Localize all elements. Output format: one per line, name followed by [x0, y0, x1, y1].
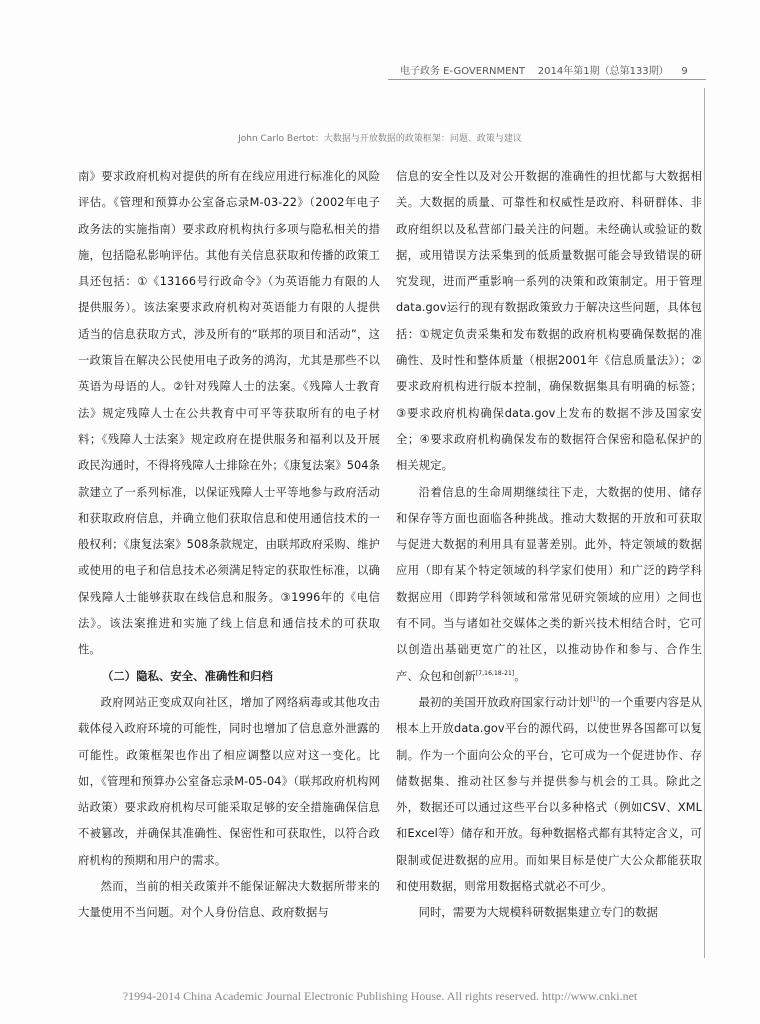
left-paragraph-1: 南》要求政府机构对提供的所有在线应用进行标准化的风险评估。《管理和预算办公室备忘录M-03-22》（2002年电子政务法的实施指南）要求政府机构执行多项与隐私相关的措施，包括隐私影响评估。其他有关信息获取和传播的政策工具还包括：①《13166号行政命令》（为英语能力有限的人提供服务）。该法案要求政府机构对英语能力有限的人提供适当的信息获取方式，涉及所有的“联邦的项目和活动”，这一政策旨在解决公民使用电子政务的鸿沟，尤其是那些不以英语为母语的人。②针对残障人士的法案。《残障人士教育法》规定残障人士在公共教育中可平等获取所有的电子材料；《残障人士法案》规定政府在提供服务和福利以及开展政民沟通时，不得将残障人士排除在外；《康复法案》504条款建立了一系列标准，以保证残障人士平等地参与政府活动和获取政府信息，并确立他们获取信息和使用通信技术的一般权利；《康复法案》508条款规定，由联邦政府采购、维护或使用的电子和信息技术必须满足特定的获取性标准，以确保残障人士能够获取在线信息和服务。③1996年的《电信法》。该法案推进和实施了线上信息和通信技术的可获取性。 — [78, 170, 380, 657]
margin-rule — [704, 88, 705, 958]
right-paragraph-3-start: 最初的美国开放政府国家行动计划 — [418, 695, 591, 709]
right-paragraph-2-end: 。 — [514, 669, 526, 683]
journal-name: 电子政务 E-GOVERNMENT — [400, 66, 526, 77]
left-paragraph-3: 然而，当前的相关政策并不能保证解决大数据所带来的大量使用不当问题。对个人身份信息、政府数据与 — [78, 880, 380, 920]
left-paragraph-2: 政府网站正变成双向社区，增加了网络病毒或其他攻击载体侵入政府环境的可能性，同时也增加了信息意外泄露的可能性。政策框架也作出了相应调整以应对这一变化。比如，《管理和预算办公室备忘录M-05-04》（联邦政府机构网站政策）要求政府机构尽可能采取足够的安全措施确保信息不被篡改，并确保其准确性、保密性和可获取性，以符合政府机构的预期和用户的需求。 — [78, 695, 380, 867]
issue-info: 2014年第1期（总第133期） — [537, 66, 669, 77]
citation: [7,16,18-21] — [475, 669, 515, 677]
right-paragraph-2 — [396, 480, 702, 690]
section-heading: （二）隐私、安全、准确性和归档 — [102, 669, 273, 683]
citation: [1] — [590, 696, 600, 704]
right-paragraph-3-rest: 的一个重要内容是从根本上开放data.gov平台的源代码，以使世界各国都可以复制。作为一个面向公众的平台，它可成为一个促进协作、存储数据集、推动社区参与并提供参与机会的工具。除此之外，数据还可以通过这些平台以多种格式（例如CSV、XML和Excel等）储存和开放。每种数据格式都有其特定含义，可限制或促进数据的应用。而如果目标是使广大公众都能获取和使用数据，则常用数据格式就必不可少。 — [396, 695, 702, 894]
page-number: 9 — [681, 66, 688, 77]
copyright-footer: ?1994-2014 China Academic Journal Electronic Publishing House. All rights reserved. http://www.cnki.net — [122, 989, 638, 1003]
right-column — [396, 164, 702, 927]
header-rule — [388, 79, 706, 80]
right-paragraph-4: 同时，需要为大规模科研数据集建立专门的数据 — [418, 906, 658, 920]
page-header — [400, 62, 690, 77]
right-paragraph-1: 信息的安全性以及对公开数据的准确性的担忧都与大数据相关。大数据的质量、可靠性和权威性是政府、科研群体、非政府组织以及私营部门最关注的问题。未经确认或验证的数据，或用错误方法采集到的低质量数据可能会导致错误的研究发现，进而严重影响一系列的决策和政策制定。用于管理data.gov运行的现有数据政策致力于解决这些问题，具体包括：①规定负责采集和发布数据的政府机构要确保数据的准确性、及时性和整体质量（根据2001年《信息质量法》）；②要求政府机构进行版本控制，确保数据集具有明确的标签；③要求政府机构确保data.gov上发布的数据不涉及国家安全；④要求政府机构确保发布的数据符合保密和隐私保护的相关规定。 — [396, 170, 702, 473]
running-title: John Carlo Bertot：大数据与开放数据的政策框架：问题、政策与建议 — [238, 134, 522, 144]
left-column — [78, 164, 380, 927]
right-paragraph-2-text: 沿着信息的生命周期继续往下走，大数据的使用、储存和保存等方面也面临各种挑战。推动大数据的开放和可获取与促进大数据的利用具有显著差别。此外，特定领域的数据应用（即有某个特定领域的科学家们使用）和广泛的跨学科数据应用（即跨学科领域和常常见研究领域的应用）之间也有不同。当与诸如社交媒体之类的新兴技术相结合时，它可以创造出基础更宽广的社区，以推动协作和参与、合作生产、众包和创新 — [396, 485, 702, 683]
right-paragraph-3 — [396, 690, 702, 900]
